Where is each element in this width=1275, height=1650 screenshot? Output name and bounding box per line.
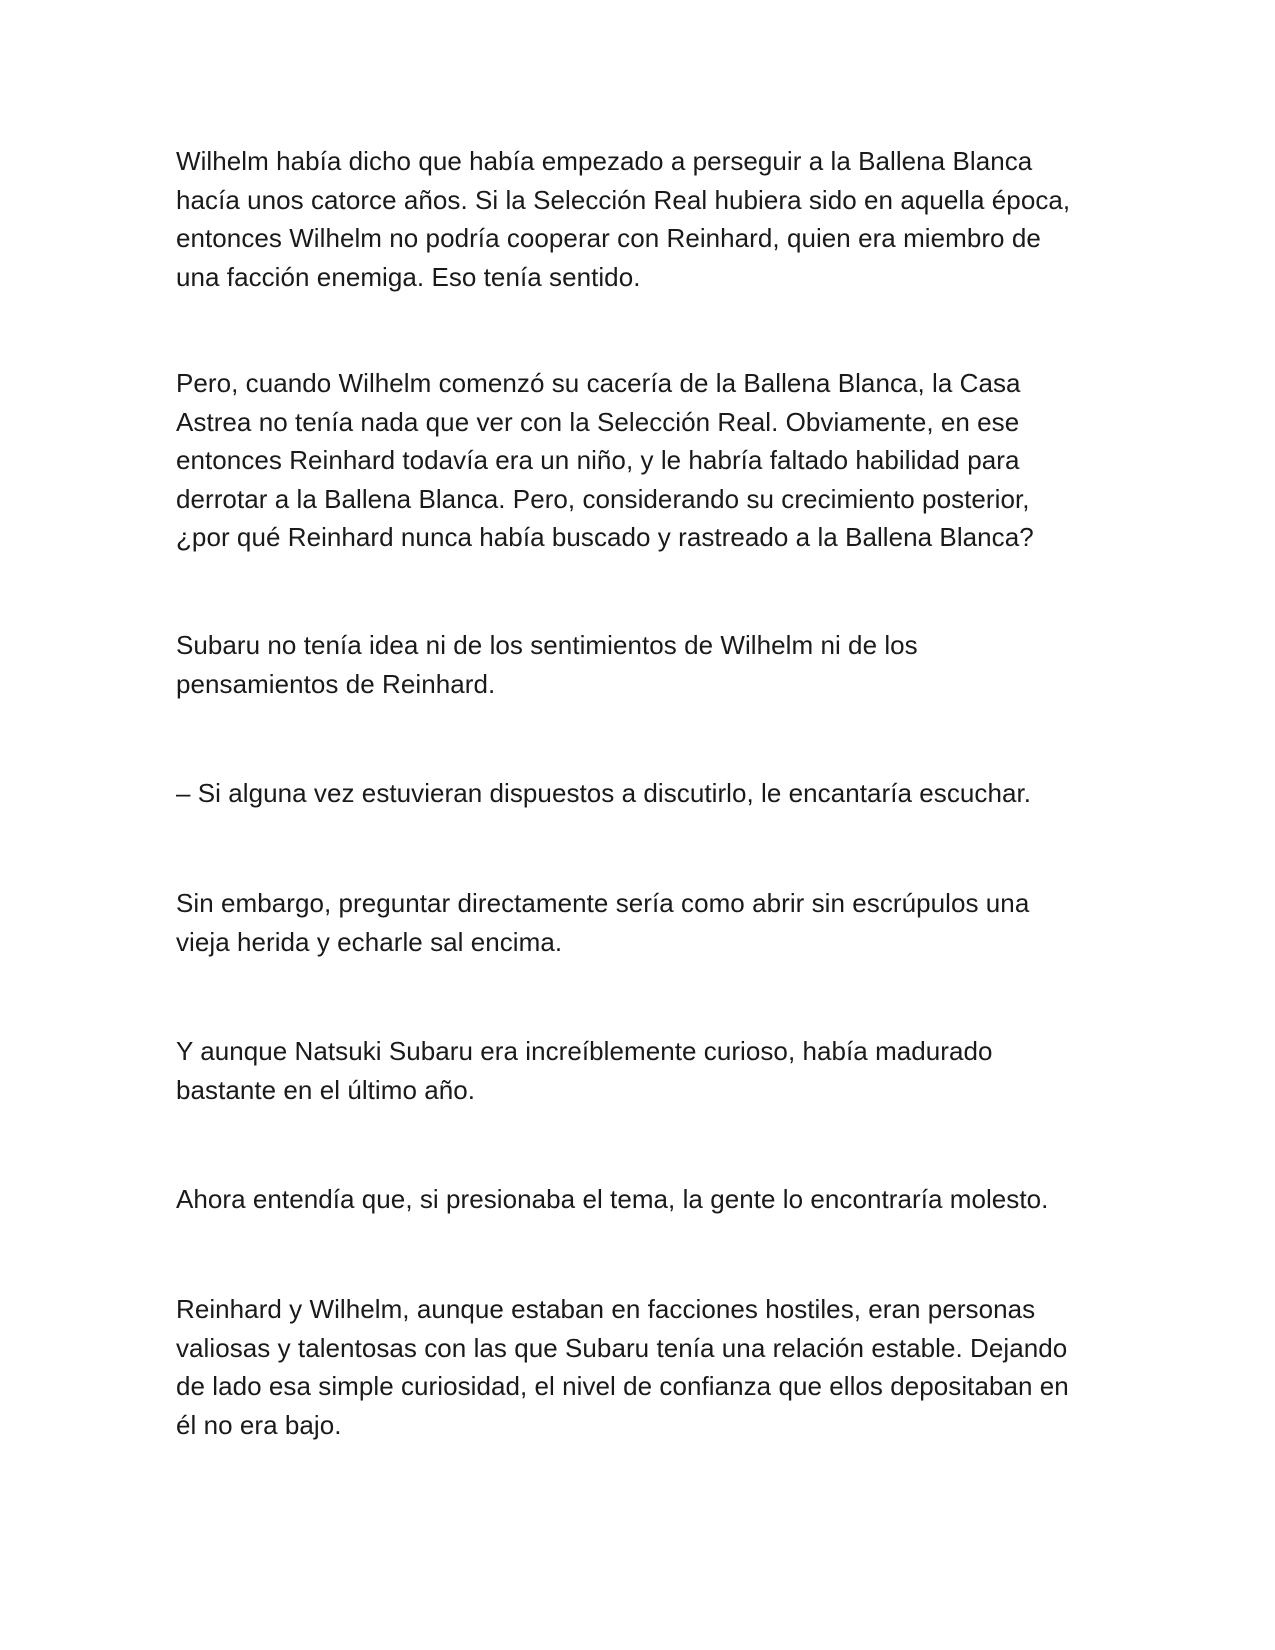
paragraph-line: ¿por qué Reinhard nunca había buscado y rastreado a la Ballena Blanca?	[176, 522, 1034, 552]
paragraph-8	[176, 1290, 1116, 1444]
paragraph-line: valiosas y talentosas con las que Subaru tenía una relación estable. Dejando	[176, 1332, 1068, 1363]
paragraph-line: Ahora entendía que, si presionaba el tema, la gente lo encontraría molesto.	[176, 1184, 1049, 1214]
paragraph-3	[176, 626, 1116, 703]
paragraph-line: Pero, cuando Wilhelm comenzó su cacería de la Ballena Blanca, la Casa	[176, 368, 1021, 398]
paragraph-line: pensamientos de Reinhard.	[176, 668, 496, 699]
paragraph-line: derrotar a la Ballena Blanca. Pero, considerando su crecimiento posterior,	[176, 483, 1030, 514]
paragraph-line: Sin embargo, preguntar directamente sería como abrir sin escrúpulos una	[176, 888, 1030, 918]
paragraph-line: bastante en el último año.	[176, 1074, 476, 1105]
paragraph-line: vieja herida y echarle sal encima.	[176, 926, 563, 957]
paragraph-7	[176, 1180, 1116, 1219]
paragraph-line: Wilhelm había dicho que había empezado a perseguir a la Ballena Blanca	[176, 146, 1033, 176]
paragraph-6	[176, 1032, 1116, 1109]
paragraph-line: Subaru no tenía idea ni de los sentimientos de Wilhelm ni de los	[176, 630, 918, 660]
paragraph-line: – Si alguna vez estuvieran dispuestos a discutirlo, le encantaría escuchar.	[176, 778, 1032, 808]
paragraph-line: entonces Reinhard todavía era un niño, y le habría faltado habilidad para	[176, 445, 1020, 475]
paragraph-1	[176, 142, 1116, 296]
paragraph-line: hacía unos catorce años. Si la Selección Real hubiera sido en aquella época,	[176, 184, 1071, 215]
paragraph-line: entonces Wilhelm no podría cooperar con Reinhard, quien era miembro de	[176, 223, 1041, 253]
paragraph-line: Reinhard y Wilhelm, aunque estaban en facciones hostiles, eran personas	[176, 1294, 1036, 1324]
paragraph-5	[176, 884, 1116, 961]
paragraph-line: él no era bajo.	[176, 1409, 342, 1440]
paragraph-line: una facción enemiga. Eso tenía sentido.	[176, 261, 641, 292]
paragraph-line: Astrea no tenía nada que ver con la Selección Real. Obviamente, en ese	[176, 406, 1020, 437]
paragraph-2	[176, 364, 1116, 557]
paragraph-line: Y aunque Natsuki Subaru era increíblemente curioso, había madurado	[176, 1036, 993, 1066]
paragraph-4	[176, 774, 1116, 813]
paragraph-line: de lado esa simple curiosidad, el nivel de confianza que ellos depositaban en	[176, 1371, 1069, 1401]
